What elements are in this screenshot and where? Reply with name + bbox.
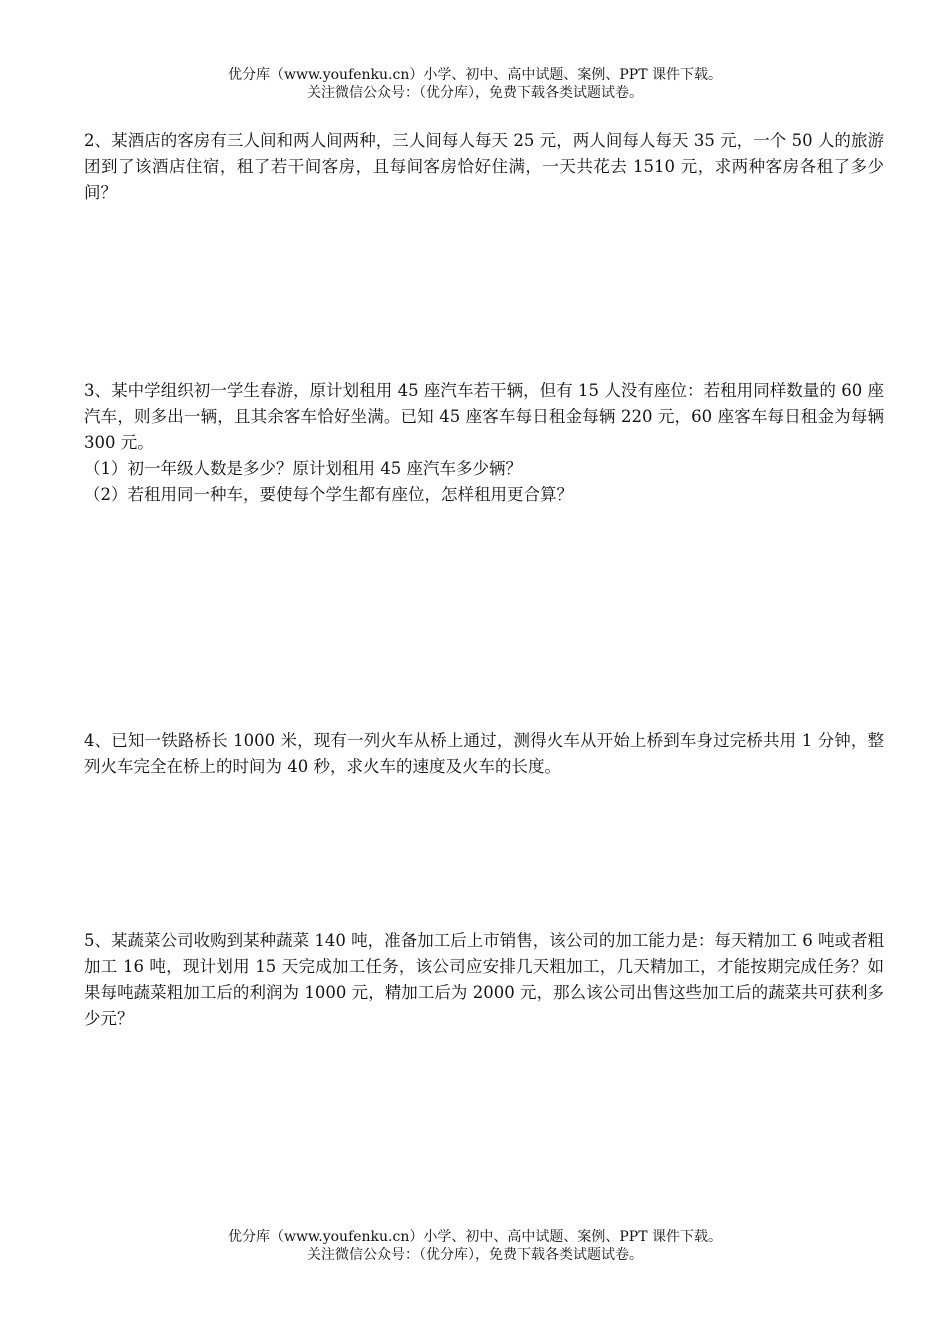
header-line-1: 优分库（www.youfenku.cn）小学、初中、高中试题、案例、PPT 课件下载。 [227, 67, 722, 83]
problem-5 [84, 928, 884, 1032]
problem-4-text: 4、已知一铁路桥长 1000 米，现有一列火车从桥上通过，测得火车从开始上桥到车身过完桥共用 1 分钟，整列火车完全在桥上的时间为 40 秒，求火车的速度及火车的长度。 [84, 731, 884, 776]
footer-line-1: 优分库（www.youfenku.cn）小学、初中、高中试题、案例、PPT 课件下载。 [227, 1229, 722, 1245]
problem-3 [84, 378, 884, 508]
problem-3-text: 3、某中学组织初一学生春游，原计划租用 45 座汽车若干辆，但有 15 人没有座位：若租用同样数量的 60 座汽车，则多出一辆，且其余客车恰好坐满。已知 45 座客车每日租金每辆 220 元，60 座客车每日租金为每辆 300 元。 [84, 381, 884, 452]
page-footer [0, 1228, 950, 1264]
problem-3-subquestion-1: （1）初一年级人数是多少？原计划租用 45 座汽车多少辆？ [84, 459, 522, 478]
problem-5-text: 5、某蔬菜公司收购到某种蔬菜 140 吨，准备加工后上市销售，该公司的加工能力是：每天精加工 6 吨或者粗加工 16 吨，现计划用 15 天完成加工任务，该公司应安排几天粗加工，几天精加工，才能按期完成任务？如果每吨蔬菜粗加工后的利润为 1000 元，精加工后为 2000 元，那么该公司出售这些加工后的蔬菜共可获利多少元？ [84, 931, 884, 1028]
header-line-2: 关注微信公众号：（优分库），免费下载各类试题试卷。 [307, 85, 643, 101]
page-header [0, 66, 950, 102]
problem-4 [84, 728, 884, 780]
problem-3-subquestion-2: （2）若租用同一种车，要使每个学生都有座位，怎样租用更合算？ [84, 485, 573, 504]
problem-2 [84, 128, 884, 206]
footer-line-2: 关注微信公众号：（优分库），免费下载各类试题试卷。 [307, 1247, 643, 1263]
problem-2-text: 2、某酒店的客房有三人间和两人间两种，三人间每人每天 25 元，两人间每人每天 35 元，一个 50 人的旅游团到了该酒店住宿，租了若干间客房，且每间客房恰好住满，一天共花去 1510 元，求两种客房各租了多少间？ [84, 131, 884, 202]
